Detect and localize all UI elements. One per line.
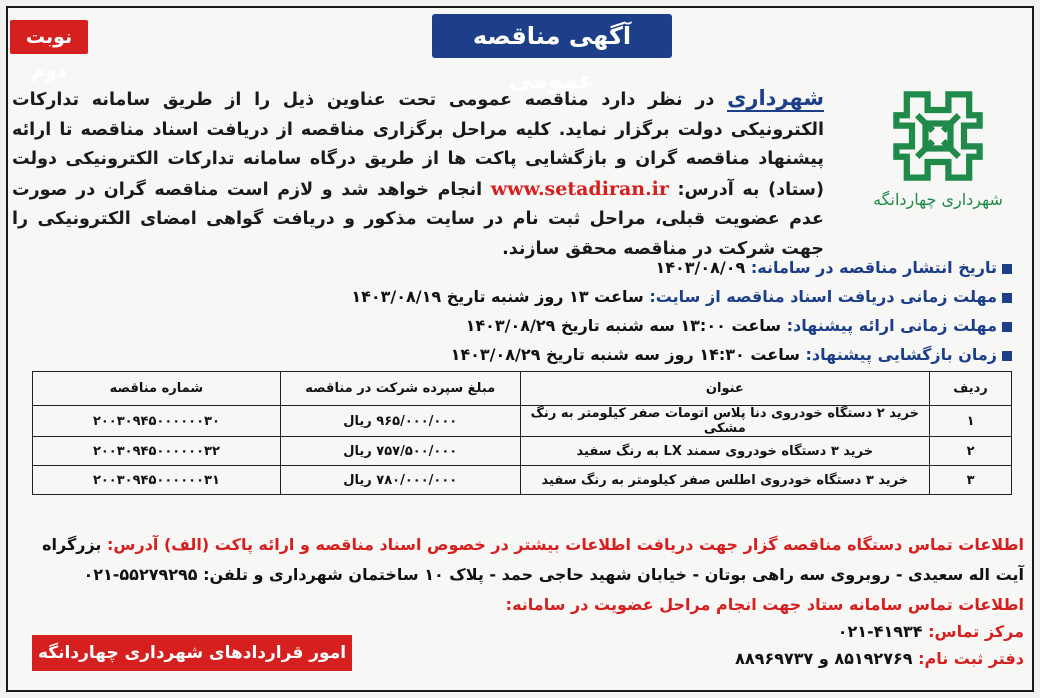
cell-deposit: ۷۵۷/۵۰۰/۰۰۰ ریال: [280, 437, 520, 466]
cell-tender-number: ۲۰۰۳۰۹۴۵۰۰۰۰۰۰۳۱: [33, 466, 281, 495]
date-value: ساعت ۱۴:۳۰ روز سه شنبه تاریخ ۱۴۰۳/۰۸/۲۹: [450, 345, 806, 364]
cell-tender-number: ۲۰۰۳۰۹۴۵۰۰۰۰۰۰۳۲: [33, 437, 281, 466]
cell-deposit: ۹۶۵/۰۰۰/۰۰۰ ریال: [280, 406, 520, 437]
call-center-line: [604, 618, 1024, 645]
intro-text-1: در نظر دارد مناقصه عمومی تحت عناوین ذیل را از طریق سامانه تدارکات الکترونیکی دولت برگزار نماید. کلیه مراحل برگزاری مناقصه از دریافت اسناد مناقصه تا ارائه پیشنهاد مناقصه گران و بازگشایی پاکت ها از طریق درگاه سامانه تدارکات الکترونیکی دولت (ستاد) به آدرس:: [12, 90, 825, 200]
round-badge: نوبت دوم: [10, 20, 88, 54]
cell-tender-number: ۲۰۰۳۰۹۴۵۰۰۰۰۰۰۳۰: [33, 406, 281, 437]
date-label: مهلت زمانی ارائه پیشنهاد:: [786, 316, 997, 335]
contact-address: [12, 530, 1024, 590]
table-row: [33, 406, 1012, 437]
cell-row-number: ۳: [930, 466, 1012, 495]
cell-title: خرید ۳ دستگاه خودروی سمند LX به رنگ سفید: [520, 437, 929, 466]
municipality-logo: [848, 84, 1028, 224]
bullet-icon: [1002, 351, 1012, 361]
date-label: تاریخ انتشار مناقصه در سامانه:: [750, 258, 997, 277]
intro-paragraph: [12, 84, 824, 264]
notice-title: آگهی مناقصه عمومی: [432, 14, 672, 58]
table-header-row: [33, 372, 1012, 406]
date-label: زمان بازگشایی پیشنهاد:: [805, 345, 997, 364]
municipality-emblem-icon: [886, 84, 990, 188]
table-row: [33, 437, 1012, 466]
setad-contact-label: اطلاعات تماس سامانه ستاد جهت انجام مراحل عضویت در سامانه:: [505, 595, 1024, 614]
contact-label: اطلاعات تماس دستگاه مناقصه گزار جهت دریافت اطلاعات بیشتر در خصوص اسناد مناقصه و ارائه پاکت (الف) آدرس:: [107, 535, 1024, 554]
contact-address-text: بزرگراه آیت اله سعیدی - روبروی سه راهی بوتان - خیابان شهید حاجی حمد - پلاک ۱۰ ساختمان شهرداری و تلفن: ۵۵۲۷۹۲۹۵-۰۲۱: [42, 535, 1024, 584]
date-row-publish: [12, 253, 1012, 282]
date-row-opening: [12, 340, 1012, 369]
cell-row-number: ۱: [930, 406, 1012, 437]
intro-text-2: انجام خواهد شد و لازم است مناقصه گران در صورت عدم عضویت قبلی، مراحل ثبت نام در سایت مذکور و دریافت گواهی امضای الکترونیکی را جهت شرکت در مناقصه محقق سازند.: [12, 179, 824, 259]
date-value: ساعت ۱۳ روز شنبه تاریخ ۱۴۰۳/۰۸/۱۹: [351, 287, 650, 306]
setad-contacts: [604, 618, 1024, 672]
call-center-label: مرکز تماس:: [928, 622, 1024, 641]
bullet-icon: [1002, 293, 1012, 303]
dates-list: [12, 253, 1012, 369]
cell-row-number: ۲: [930, 437, 1012, 466]
header-title: عنوان: [520, 372, 929, 406]
municipality-name: شهرداری: [727, 86, 824, 110]
registry-value: ۸۵۱۹۲۷۶۹ و ۸۸۹۶۹۷۳۷: [735, 649, 919, 668]
date-value: ۱۴۰۳/۰۸/۰۹: [655, 258, 751, 277]
bullet-icon: [1002, 264, 1012, 274]
header-deposit: مبلغ سپرده شرکت در مناقصه: [280, 372, 520, 406]
cell-title: خرید ۲ دستگاه خودروی دنا پلاس اتومات صفر کیلومتر به رنگ مشکی: [520, 406, 929, 437]
header-tender-number: شماره مناقصه: [33, 372, 281, 406]
tenders-table: [32, 371, 1012, 495]
cell-deposit: ۷۸۰/۰۰۰/۰۰۰ ریال: [280, 466, 520, 495]
header-row-number: ردیف: [930, 372, 1012, 406]
call-center-value: ۴۱۹۳۴-۰۲۱: [837, 622, 929, 641]
table-row: [33, 466, 1012, 495]
logo-caption: شهرداری چهاردانگه: [873, 190, 1003, 209]
contact-section: [12, 530, 1024, 620]
registry-label: دفتر ثبت نام:: [918, 649, 1024, 668]
date-row-documents: [12, 282, 1012, 311]
bullet-icon: [1002, 322, 1012, 332]
setad-url-link[interactable]: www.setadiran.ir: [490, 177, 669, 200]
date-label: مهلت زمانی دریافت اسناد مناقصه از سایت:: [649, 287, 997, 306]
date-row-submission: [12, 311, 1012, 340]
contracts-office-badge: امور قراردادهای شهرداری چهاردانگه: [32, 635, 352, 671]
cell-title: خرید ۳ دستگاه خودروی اطلس صفر کیلومتر به رنگ سفید: [520, 466, 929, 495]
date-value: ساعت ۱۳:۰۰ سه شنبه تاریخ ۱۴۰۳/۰۸/۲۹: [465, 316, 787, 335]
registry-line: [604, 645, 1024, 672]
